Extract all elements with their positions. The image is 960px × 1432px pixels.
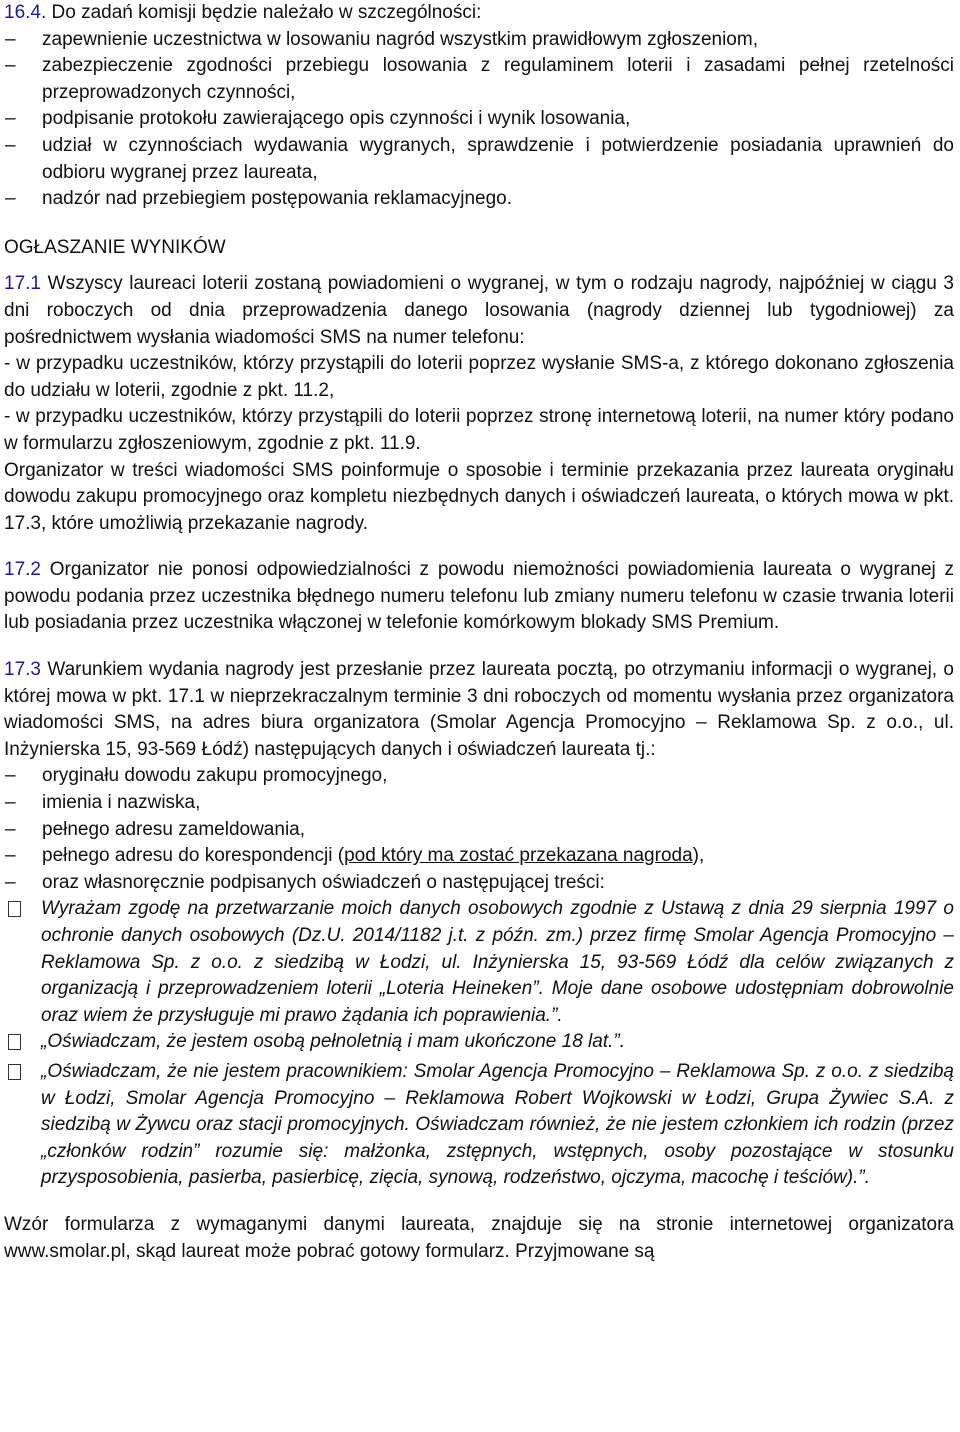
- dash-bullet: –: [5, 765, 16, 787]
- paragraph-text: Wszyscy laureaci loterii zostaną powiadomieni o wygranej, w tym o rodzaju nagrody, najpóźniej w ciągu 3 dni roboczych od dnia przeprowadzenia danego losowania (nagrody dziennej lub tygodniowej) za pośrednictwem wysłania wiadomości SMS na numer telefonu:: [4, 273, 954, 348]
- closing-paragraph: Wzór formularza z wymaganymi danymi laureata, znajduje się na stronie internetowej organizatora www.smolar.pl, skąd laureat może pobrać gotowy formularz. Przyjmowane są: [4, 1213, 954, 1262]
- checkbox-square-icon: [4, 1029, 41, 1059]
- section-17-1-paragraph: [4, 271, 954, 351]
- commission-tasks-list: [4, 27, 954, 213]
- dash-bullet: –: [5, 28, 16, 50]
- declaration-text: Wyrażam zgodę na przetwarzanie moich danych osobowych zgodnie z Ustawą z dnia 29 sierpnia 1997 o ochronie danych osobowych (Dz.U. 2014/1182 j.t. z późn. zm.) przez firmę Smolar Agencja Promocyjno – Reklamowa Sp. z o.o. z siedzibą w Łodzi, ul. Inżynierska 15, 93-569 Łódź dla celów związanych z organizacją i przeprowadzeniem loterii „Loteria Heineken”. Moje dane osobowe udostępniam dobrowolnie oraz wiem że przysługuje mi prawo żądania ich poprawienia.”.: [41, 898, 954, 1026]
- list-item: [4, 53, 954, 106]
- section-number: 16.4.: [4, 2, 47, 23]
- list-item-text: imienia i nazwiska,: [42, 792, 201, 814]
- section-number: 17.1: [4, 273, 41, 295]
- list-item: [4, 27, 954, 54]
- section-16-4-intro: [4, 0, 954, 27]
- section-intro-text: Do zadań komisji będzie należało w szczególności:: [46, 2, 482, 23]
- list-item-text: oraz własnoręcznie podpisanych oświadczeń o następującej treści:: [42, 871, 605, 893]
- list-item: [4, 843, 954, 870]
- dash-bullet: –: [5, 188, 16, 210]
- dash-bullet: –: [5, 792, 16, 814]
- paragraph-text: Warunkiem wydania nagrody jest przesłanie przez laureata pocztą, po otrzymaniu informacji o wygranej, o której mowa w pkt. 17.1 w nieprzekraczalnym terminie 3 dni roboczych od momentu wysłania przez organizatora wiadomości SMS, na adres biura organizatora (Smolar Agencja Promocyjno – Reklamowa Sp. z o.o., ul. Inżynierska 15, 93-569 Łódź) następujących danych i oświadczeń laureata tj.:: [4, 659, 954, 760]
- dash-bullet: –: [5, 134, 16, 156]
- dash-bullet: –: [5, 818, 16, 840]
- list-item: [4, 763, 954, 790]
- list-item-text: zabezpieczenie zgodności przebiegu losowania z regulaminem loterii i zasadami pełnej rzetelności przeprowadzonych czynności,: [42, 55, 954, 103]
- list-item: [4, 790, 954, 817]
- list-item-text: oryginału dowodu zakupu promocyjnego,: [42, 765, 388, 787]
- checkbox-square-icon: [4, 896, 41, 926]
- section-17-3-paragraph: [4, 657, 954, 763]
- section-heading: OGŁASZANIE WYNIKÓW: [4, 236, 226, 258]
- declarations-list: [4, 896, 954, 1192]
- section-number: 17.3: [4, 659, 41, 681]
- list-item-text: pełnego adresu do korespondencji (pod który ma zostać przekazana nagroda),: [42, 845, 705, 867]
- list-item: [4, 106, 954, 133]
- web-entry-paragraph: - w przypadku uczestników, którzy przystąpili do loterii poprzez stronę internetową loterii, na numer który podano w formularzu zgłoszeniowym, zgodnie z pkt. 11.9.: [4, 406, 954, 454]
- dash-bullet: –: [5, 871, 16, 893]
- list-item-text: pełnego adresu zameldowania,: [42, 818, 306, 840]
- list-item-text: podpisanie protokołu zawierającego opis czynności i wynik losowania,: [42, 108, 631, 130]
- list-item: [4, 133, 954, 186]
- declaration-item: [4, 896, 954, 1029]
- declaration-item: [4, 1059, 954, 1192]
- section-17-2-paragraph: [4, 557, 954, 637]
- underlined-text: pod który ma zostać przekazana nagroda: [344, 845, 693, 867]
- organizer-info-paragraph: Organizator w treści wiadomości SMS poinformuje o sposobie i terminie przekazania przez laureata oryginału dowodu zakupu promocyjnego oraz kompletu niezbędnych danych i oświadczeń laureata, o których mowa w pkt. 17.3, które umożliwią przekazanie nagrody.: [4, 459, 954, 534]
- checkbox-square-icon: [4, 1059, 41, 1089]
- sms-entry-paragraph: - w przypadku uczestników, którzy przystąpili do loterii poprzez wysłanie SMS-a, z którego dokonano zgłoszenia do udziału w loterii, zgodnie z pkt. 11.2,: [4, 353, 954, 401]
- paragraph-text: Organizator nie ponosi odpowiedzialności z powodu niemożności powiadomienia laureata o wygranej z powodu podania przez uczestnika błędnego numeru telefonu lub zmiany numeru telefonu w czasie trwania loterii lub posiadania przez uczestnika włączonej w telefonie komórkowym blokady SMS Premium.: [4, 559, 954, 634]
- declaration-item: [4, 1029, 954, 1059]
- required-documents-list: [4, 763, 954, 896]
- section-number: 17.2: [4, 559, 41, 581]
- declaration-text: „Oświadczam, że jestem osobą pełnoletnią i mam ukończone 18 lat.”.: [41, 1031, 625, 1053]
- declaration-text: „Oświadczam, że nie jestem pracownikiem: Smolar Agencja Promocyjno – Reklamowa Sp. z o.o. z siedzibą w Łodzi, Smolar Agencja Promocyjno – Reklamowa Robert Wojkowski w Łodzi, Grupa Żywiec S.A. z siedzibą w Żywcu oraz stacji promocyjnych. Oświadczam również, że nie jestem członkiem ich rodzin (przez „członków rodzin” rozumie się: małżonka, zstępnych, wstępnych, osoby pozostające w stosunku przysposobienia, pasierba, pasierbicę, zięcia, synową, rodzeństwo, ojczyma, macochę i teściów).”.: [41, 1060, 954, 1189]
- list-item-text: udział w czynnościach wydawania wygranych, sprawdzenie i potwierdzenie posiadania uprawnień do odbioru wygranej przez laureata,: [42, 134, 954, 183]
- dash-bullet: –: [5, 845, 16, 867]
- dash-bullet: –: [5, 108, 16, 130]
- list-item-text: nadzór nad przebiegiem postępowania reklamacyjnego.: [42, 188, 513, 210]
- list-item: [4, 186, 954, 213]
- list-item-text: zapewnienie uczestnictwa w losowaniu nagród wszystkim prawidłowym zgłoszeniom,: [42, 28, 758, 50]
- dash-bullet: –: [5, 55, 16, 77]
- list-item: [4, 817, 954, 844]
- list-item: [4, 870, 954, 897]
